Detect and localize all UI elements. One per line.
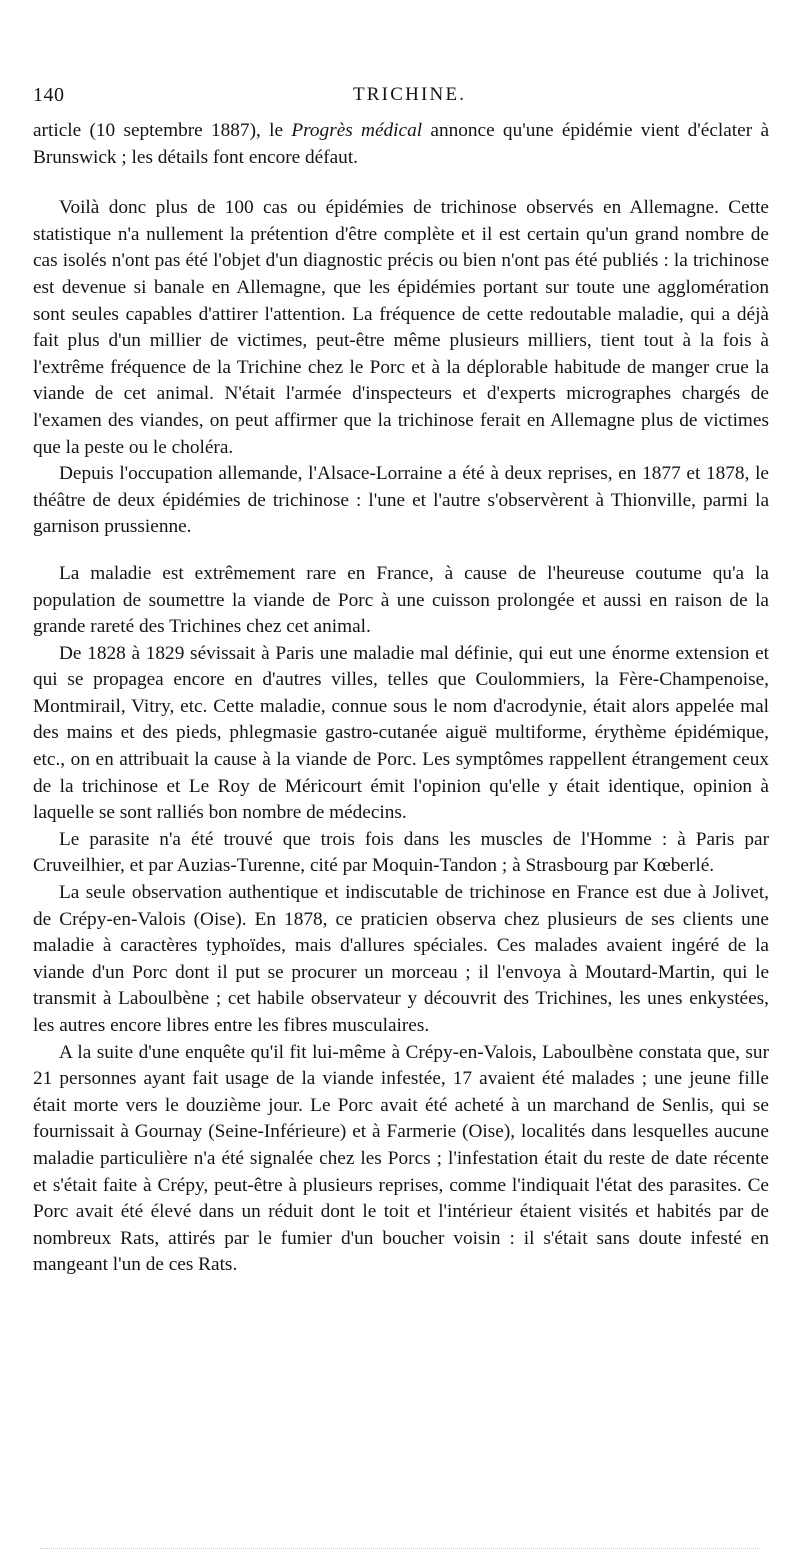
paragraph-text: article (10 septembre 1887), le: [33, 120, 292, 141]
running-title: TRICHINE.: [353, 84, 467, 105]
page-header: [33, 84, 733, 112]
paragraph-brunswick-epidemic: [33, 118, 769, 171]
journal-title: Progrès médical: [291, 120, 423, 141]
paragraph-acrodynie: De 1828 à 1829 sévissait à Paris une maladie mal définie, qui eut une énorme extension et qui se propagea encore en d'autres villes, telles que Coulommiers, la Fère-Champenoise, Montmirail, Vitry, etc. Cette maladie, connue sous le nom d'acrodynie, était alors appelée mal des mains et des pieds, phlegmasie gastro-cutanée aiguë multiforme, érythème épidémique, etc., on en attribuait la cause à la viande de Porc. Les symptômes rappellent étrangement ceux de la trichinose et Le Roy de Méricourt émit l'opinion qu'elle y était identique, opinion à laquelle se sont ralliés bon nombre de médecins.: [33, 642, 769, 824]
page-footer-rule: [40, 1548, 760, 1549]
paragraph-text: annonce qu'une épidémie vient d'éclater à Brunswick ; les détails font encore défaut.: [33, 120, 769, 168]
paragraph-alsace-lorraine: Depuis l'occupation allemande, l'Alsace-Lorraine a été à deux reprises, en 1877 et 1878, le théâtre de deux épidémies de trichinose : l'une et l'autre s'observèrent à Thionville, parmi la garnison prussienne.: [33, 463, 769, 538]
body-text: [33, 118, 769, 1279]
paragraph-jolivet-observation: La seule observation authentique et indiscutable de trichinose en France est due à Jolivet, de Crépy-en-Valois (Oise). En 1878, ce praticien observa chez plusieurs de ses clients une maladie à caractères typhoïdes, mais d'allures spéciales. Ces malades avaient ingéré de la viande d'un Porc dont il put se procurer un morceau ; il l'envoya à Moutard-Martin, qui le transmit à Laboulbène ; cet habile observateur y découvrit des Trichines, les unes enkystées, les autres encore libres entre les fibres musculaires.: [33, 882, 769, 1036]
paragraph-german-statistics: Voilà donc plus de 100 cas ou épidémies de trichinose observés en Allemagne. Cette statistique n'a nullement la prétention d'être complète et il est certain qu'un grand nombre de cas isolés n'ont pas été l'objet d'un diagnostic précis ou bien n'ont pas été publiés : la trichinose est devenue si banale en Allemagne, que les épidémies portant sur toute une agglomération sont seules capables d'attirer l'attention. La fréquence de cette redoutable maladie, qui a déjà fait plus d'un millier de victimes, peut-être même plusieurs milliers, tient tout à la fois à l'extrême fréquence de la Trichine chez le Porc et à la déplorable habitude de manger crue la viande de cet animal. N'était l'armée d'inspecteurs et d'experts micrographes chargés de l'examen des viandes, on peut affirmer que la trichinose ferait en Allemagne plus de victimes que la peste ou le choléra.: [33, 197, 769, 458]
paragraph-france-rarity: La maladie est extrêmement rare en France, à cause de l'heureuse coutume qu'a la population de soumettre la viande de Porc à une cuisson prolongée et aussi en raison de la grande rareté des Trichines chez cet animal.: [33, 562, 769, 638]
page-number: 140: [33, 84, 65, 106]
paragraph-laboulbene-inquiry: A la suite d'une enquête qu'il fit lui-même à Crépy-en-Valois, Laboulbène constata que, sur 21 personnes ayant fait usage de la viande infestée, 17 avaient été malades ; une jeune fille était morte vers le douzième jour. Le Porc avait été acheté à un marchand de Senlis, qui se fournissait à Gournay (Seine-Inférieure) et à Farmerie (Oise), localités dans lesquelles aucune maladie particulière n'a été signalée chez les Porcs ; l'infestation était du reste de date récente et s'était faite à Crépy, peut-être à plusieurs reprises, comme l'indiquait l'état des parasites. Ce Porc avait été élevé dans un réduit dont le toit et l'intérieur étaient visités et habités par de nombreux Rats, attirés par le fumier d'un boucher voisin : il s'était sans doute infesté en mangeant l'un de ces Rats.: [33, 1041, 769, 1276]
paragraph-parasite-findings: Le parasite n'a été trouvé que trois fois dans les muscles de l'Homme : à Paris par Cruveilhier, et par Auzias-Turenne, cité par Moquin-Tandon ; à Strasbourg par Kœberlé.: [33, 828, 769, 877]
